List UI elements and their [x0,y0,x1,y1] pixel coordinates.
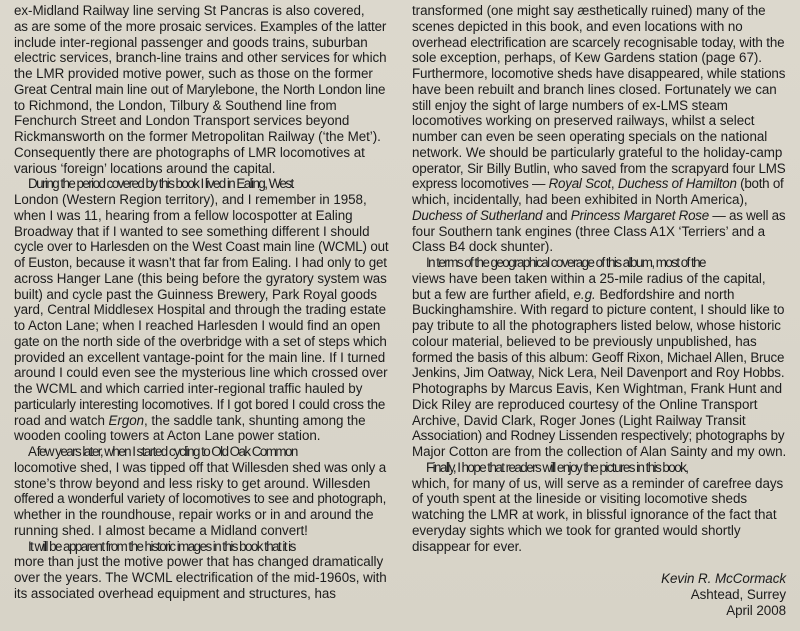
text-line: stone’s throw beyond and less risky to get around. Willesden [14,475,371,491]
text-line: as are some of the more prosaic services. Examples of the latter [14,18,387,34]
text-line: Buckinghamshire. With regard to picture content, I should like to [412,302,785,318]
text-fragment: express locomotives — [412,176,549,192]
text-line: which, incidentally, had been exhibited in North America), [412,192,748,207]
paragraph-willesden [14,444,388,539]
text-line: scenes depicted in this book, and even locations with no [412,18,743,34]
text-line: views have been taken within a 25-mile radius of the capital, [412,270,766,286]
paragraph-coverage [412,255,786,460]
text-line: Major Cotton are from the collection of Alan Sainty and my own. [412,444,787,459]
text-line: wooden cooling towers at Acton Lane power station. [14,428,321,444]
text-line: yard, Central Middlesex Hospital and through the trading estate [14,302,387,318]
paragraph-ealing-memories [14,176,388,444]
text-line: the LMR provided motive power, such as those on the former [14,66,373,81]
paragraph-changes [14,539,388,602]
text-line: Fenchurch Street and London Transport services beyond [14,113,350,129]
text-line: A few years later, when I started cycling to Old Oak Common [28,444,297,459]
text-line: number can even be seen operating specials on the national [412,129,768,144]
text-fragment: Bedfordshire and north [595,286,735,302]
text-line: disappear for ever. [412,538,522,554]
text-line: Association) and Rodney Lissenden respectively; photographs by [412,428,785,444]
text-line: Jenkins, Jim Oatway, Nick Lera, Neil Davenport and Roy Hobbs. [412,365,785,381]
text-line: formed the basis of this album: Geoff Rixon, Michael Allen, Bruce [412,349,785,365]
text-line: Dick Riley are reproduced courtesy of the Online Transport [412,396,758,412]
author-name-text: Kevin R. McCormack [661,571,786,587]
text-line: offered a wonderful variety of locomotives to see and photograph, [14,491,387,507]
text-line: to Richmond, the London, Tilbury & Southend line from [14,97,337,113]
text-line: around I could even see the mysterious line which crossed over [14,365,388,381]
text-line: electric services, branch-line trains and other services for which [14,50,387,66]
text-line-locomotives [412,208,786,224]
text-line: In terms of the geographical coverage of this album, most of the [426,255,705,270]
locomotive-name-ergon: Ergon [108,412,145,428]
text-line: Consequently there are photographs of LMR locomotives at [14,144,365,160]
text-line: Photographs by Marcus Eavis, Ken Wightman, Frank Hunt and [412,381,783,396]
right-column [412,3,786,631]
text-line: to Acton Lane; when I reached Harlesden I would find an open [14,318,381,333]
text-line: across Hanger Lane (this being before the gyratory system was [14,270,387,286]
text-line: Broadway that if I wanted to see something different I should [14,223,370,239]
text-line: more than just the motive power that has changed dramatically [14,554,384,570]
text-line: whether in the roundhouse, repair works or in and around the [14,507,374,522]
text-fragment: road and watch [14,412,109,428]
text-fragment: and [542,207,571,223]
text-line-eg [412,287,786,303]
text-line: gate on the north side of the overbridge with a set of steps which [14,333,387,349]
text-line: Great Central main line out of Marylebone, the North London line [14,81,386,97]
text-line: Rickmansworth on the former Metropolitan Railway (‘the Met’). [14,129,381,144]
author-name [412,571,786,587]
text-line: include inter-regional passenger and goods trains, suburban [14,34,368,50]
text-line: watching the LMR at work, in blissful ignorance of the fact that [412,507,777,522]
text-fragment: but a few are further afield, [412,286,574,302]
paragraph-finally [412,460,786,555]
author-place: Ashtead, Surrey [690,587,786,602]
text-line: still enjoy the sight of large numbers of ex-LMS steam [412,97,728,113]
text-line: network. We should be particularly grateful to the holiday-camp [412,144,783,160]
text-line: locomotive shed, I was tipped off that Willesden shed was only a [14,459,386,475]
text-fragment: , the saddle tank, shunting among the [144,412,366,428]
text-line: During the period covered by this book I lived in Ealing, West [28,176,293,192]
text-line: overhead electrification are scarcely recognisable today, with the [412,34,785,50]
text-line: locomotives working on preserved railways, whilst a select [412,113,755,129]
text-line: ex-Midland Railway line serving St Pancras is also covered, [14,3,365,18]
text-line: of Euston, because it wasn’t that far from Ealing. I had only to get [14,255,387,270]
author-date: April 2008 [726,602,786,618]
text-line: its associated overhead equipment and structures, has [14,585,336,601]
text-line: operator, Sir Billy Butlin, who saved from the scrapyard four LMS [412,160,786,176]
text-line: colour material, believed to be previously unpublished, has [412,333,757,349]
text-line: when I was 11, hearing from a fellow locospotter at Ealing [14,207,353,223]
text-line: Furthermore, locomotive sheds have disappeared, while stations [412,66,786,81]
locomotive-name: Duchess of Sutherland [412,207,543,223]
locomotive-name: Duchess of Hamilton [617,176,737,192]
text-line: sole exception, perhaps, of Kew Gardens station (page 67). [412,50,762,66]
text-line: which, for many of us, will serve as a reminder of carefree days [412,475,784,491]
text-line: Archive, David Clark, Roger Jones (Light Railway Transit [412,412,746,428]
text-line: of youth spent at the lineside or visiting locomotive sheds [412,491,747,507]
text-line: four Southern tank engines (three Class A1X ‘Terriers’ and a [412,223,766,239]
text-line-ergon [14,413,388,429]
author-signature [412,571,786,618]
text-line: particularly interesting locomotives. If I got bored I could cross the [14,396,386,412]
text-line: cycle over to Harlesden on the West Coast main line (WCML) out [14,239,389,255]
text-fragment: (both of [736,176,784,192]
text-line: have been rebuilt and branch lines closed. Fortunately we can [412,81,777,97]
text-line: Finally, I hope that readers will enjoy the pictures in this book, [426,459,688,475]
text-line: built) and cycle past the Guinness Brewery, Park Royal goods [14,286,377,302]
paragraph-transformed [412,3,786,255]
text-line: pay tribute to all the photographers listed below, whose historic [412,318,781,333]
text-line: the WCML and which carried inter-regional traffic hauled by [14,381,363,396]
text-line: provided an excellent vantage-point for the main line. If I turned [14,349,386,365]
text-line: over the years. The WCML electrification of the mid-1960s, with [14,570,387,585]
abbreviation-eg: e.g. [573,286,596,302]
text-line: London (Western Region territory), and I remember in 1958, [14,192,367,207]
text-line: various ‘foreign’ locations around the capital. [14,160,276,176]
text-line: Class B4 dock shunter). [412,239,554,255]
text-line: It will be apparent from the historic images in this book that it is [28,538,295,554]
text-columns [14,3,786,631]
text-line-locomotives [412,176,786,192]
text-fragment: — as well as [708,207,786,223]
text-line: everyday sights which we took for granted would shortly [412,522,741,538]
text-fragment: , [610,176,618,192]
locomotive-name: Princess Margaret Rose [570,207,709,223]
left-column [14,3,388,631]
locomotive-name: Royal Scot [548,176,611,192]
text-line: transformed (one might say æsthetically ruined) many of the [412,3,766,18]
paragraph-lmr-services [14,3,388,176]
text-line: running shed. I almost became a Midland convert! [14,522,308,538]
